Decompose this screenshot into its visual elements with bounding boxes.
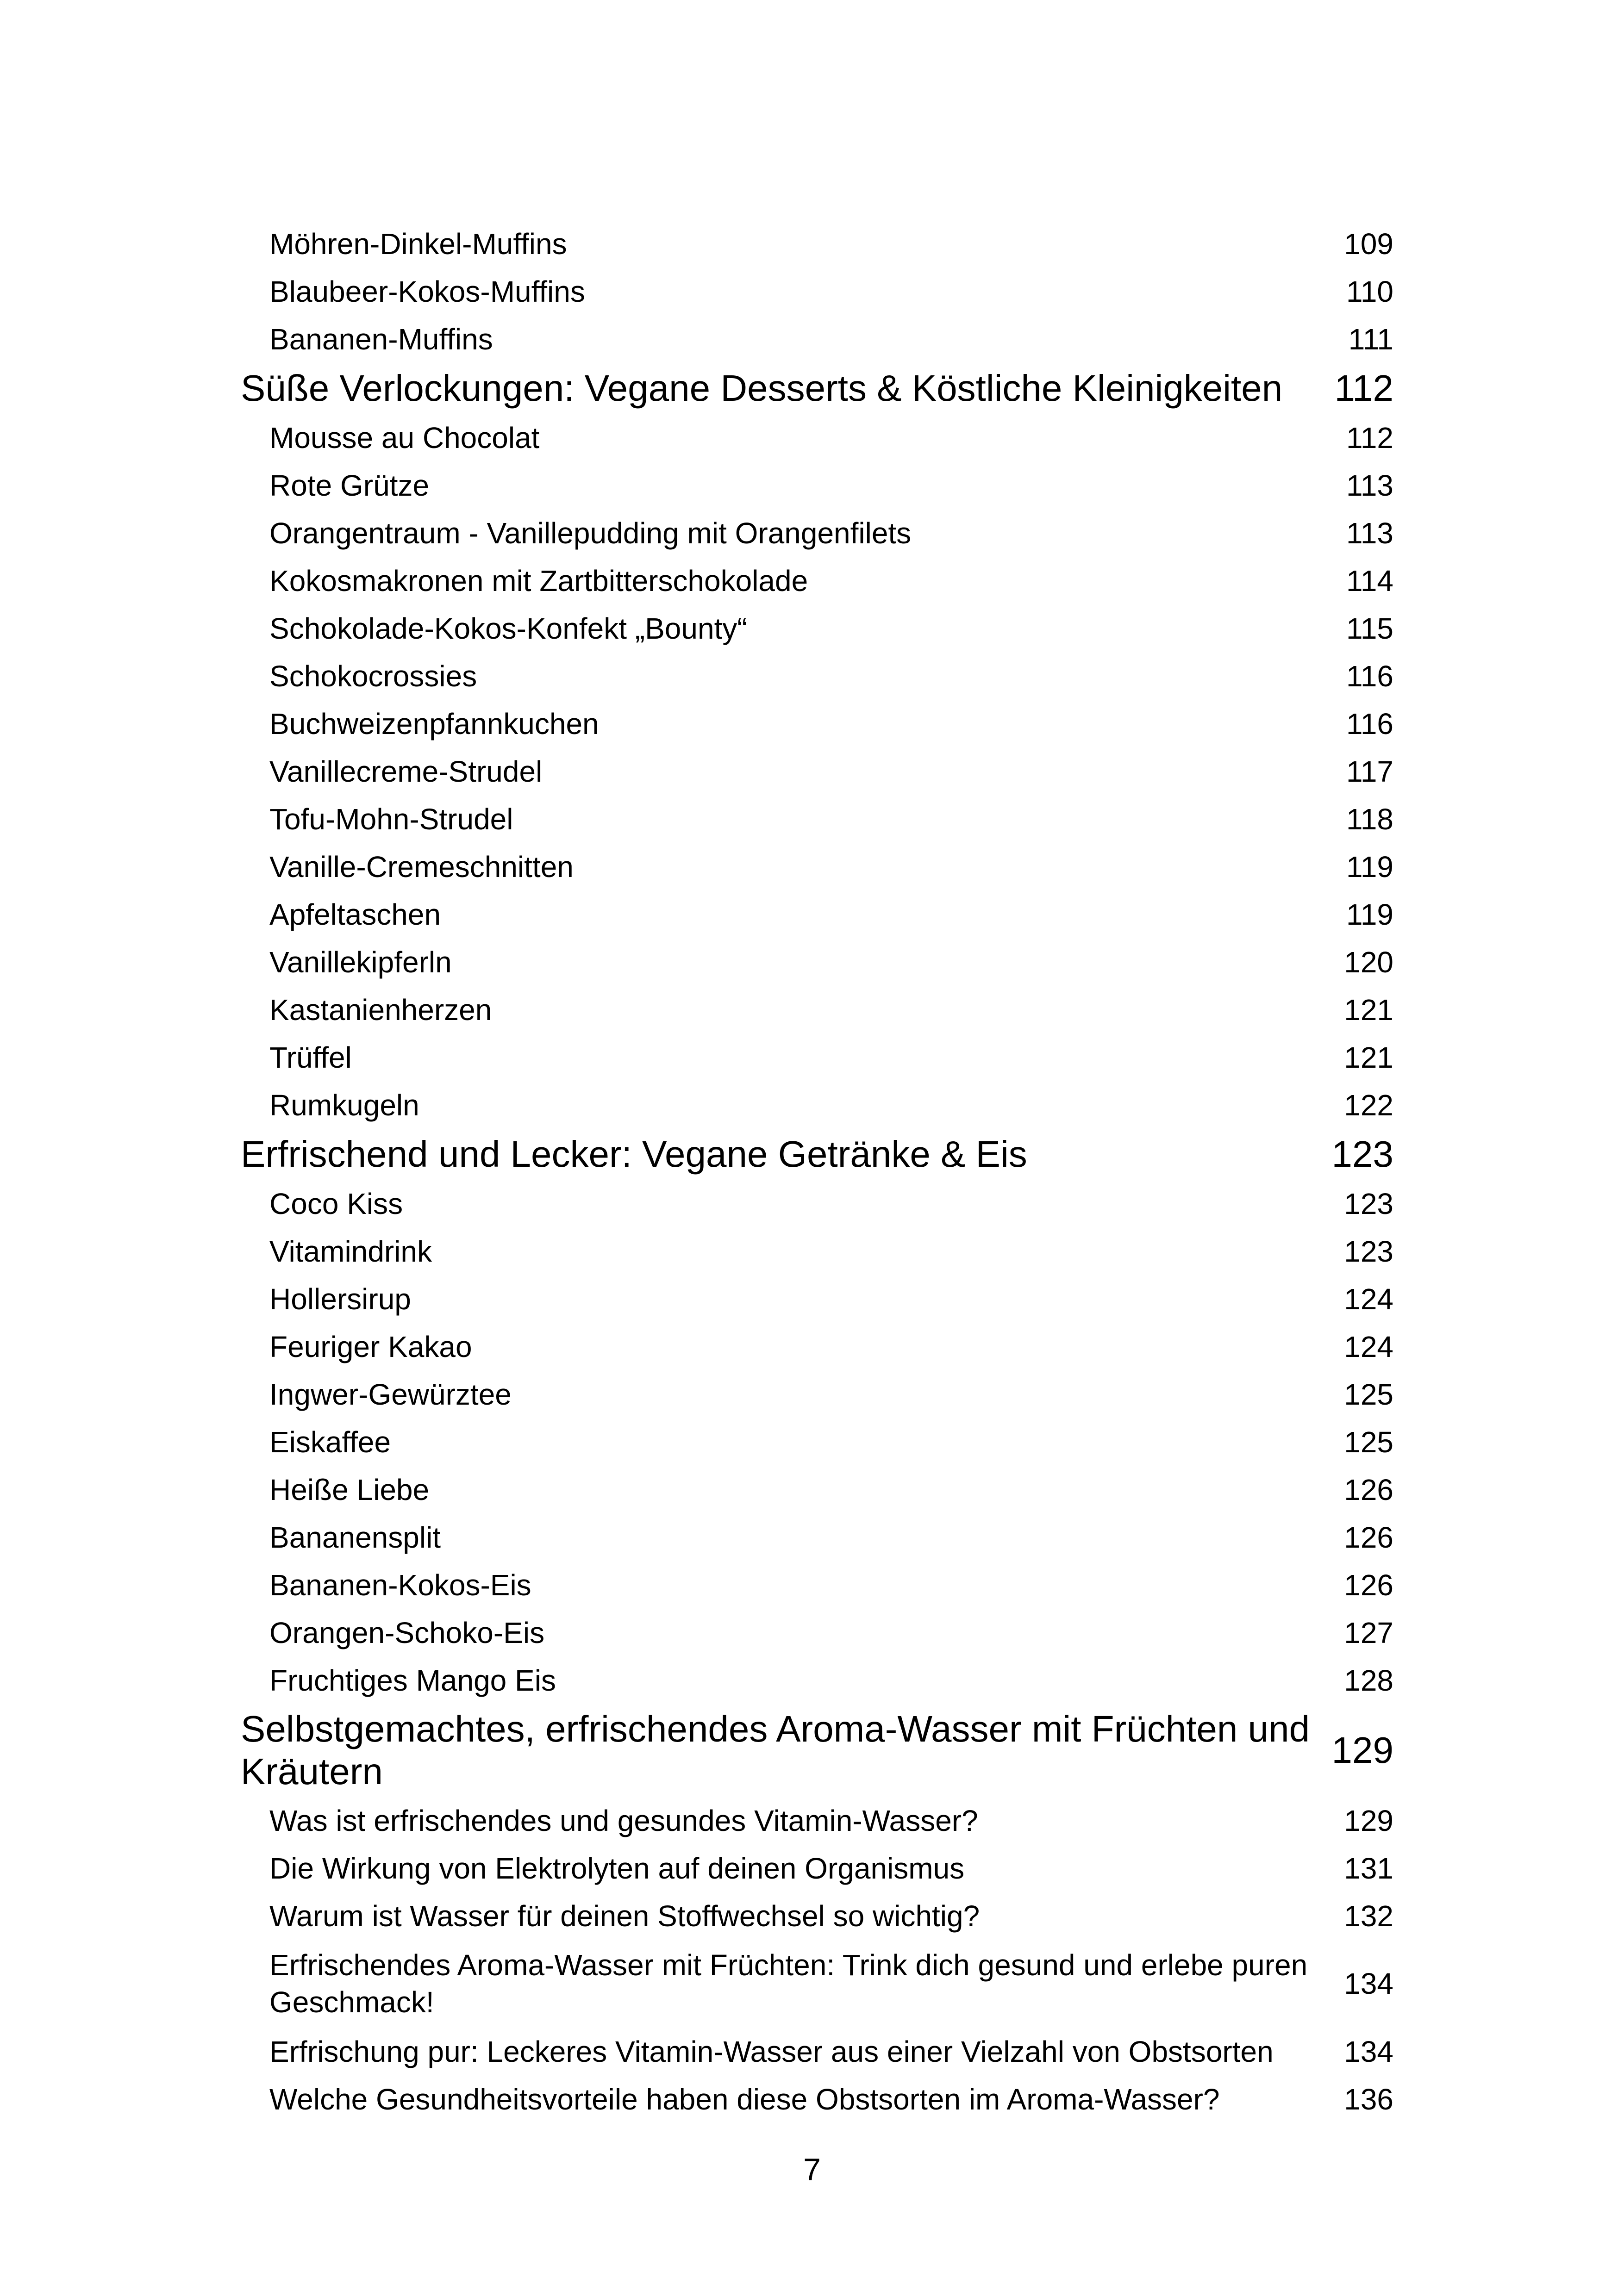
toc-entry-page: 125 [1344,1377,1393,1411]
toc-entry[interactable] [241,2028,1393,2075]
toc-entry[interactable] [241,461,1393,509]
toc-entry-title: Die Wirkung von Elektrolyten auf deinen Organismus [269,1851,965,1885]
toc-entry-page: 118 [1346,802,1393,836]
toc-entry[interactable] [241,1844,1393,1892]
toc-section-entry[interactable] [241,363,1393,414]
toc-entry[interactable] [241,414,1393,461]
toc-entry[interactable] [241,1081,1393,1129]
toc-entry-title: Blaubeer-Kokos-Muffins [269,274,585,308]
toc-entry[interactable] [241,1227,1393,1275]
toc-entry-title: Rumkugeln [269,1088,419,1122]
toc-entry-title: Feuriger Kakao [269,1330,472,1363]
toc-entry-page: 128 [1344,1663,1393,1697]
toc-entry[interactable] [241,268,1393,315]
toc-entry-title: Orangen-Schoko-Eis [269,1616,545,1649]
toc-entry-page: 129 [1331,1730,1393,1771]
toc-entry-page: 124 [1344,1330,1393,1363]
toc-entry-page: 126 [1344,1473,1393,1506]
toc-entry-title: Vanillecreme-Strudel [269,754,543,788]
toc-entry-title: Heiße Liebe [269,1473,430,1506]
toc-entry[interactable] [241,1513,1393,1561]
toc-entry-page: 121 [1344,1040,1393,1074]
toc-entry[interactable] [241,1275,1393,1323]
toc-entry[interactable] [241,1370,1393,1418]
toc-entry-page: 109 [1344,227,1393,261]
toc-entry-page: 123 [1344,1187,1393,1220]
toc-entry-title: Süße Verlockungen: Vegane Desserts & Köstliche Kleinigkeiten [241,367,1283,409]
toc-entry[interactable] [241,1033,1393,1081]
toc-entry-page: 112 [1334,367,1393,409]
toc-entry-page: 131 [1344,1851,1393,1885]
toc-entry[interactable] [241,2075,1393,2123]
toc-entry-page: 111 [1348,322,1393,356]
toc-entry-title: Erfrischendes Aroma-Wasser mit Früchten: Trink dich gesund und erlebe puren Geschmack! [269,1948,1308,2019]
toc-entry-page: 112 [1346,421,1393,454]
toc-entry[interactable] [241,747,1393,795]
toc-entry-title: Schokocrossies [269,659,477,693]
toc-entry-page: 114 [1346,564,1393,597]
toc-entry-title: Bananen-Muffins [269,322,493,356]
toc-entry-title: Warum ist Wasser für deinen Stoffwechsel so wichtig? [269,1899,980,1933]
toc-entry-page: 115 [1346,611,1393,645]
toc-entry-page: 123 [1331,1133,1393,1175]
toc-entry[interactable] [241,986,1393,1033]
toc-entry-title: Was ist erfrischendes und gesundes Vitamin-Wasser? [269,1804,978,1837]
toc-entry[interactable] [241,1892,1393,1940]
toc-entry[interactable] [241,700,1393,747]
toc-entry-title: Orangentraum - Vanillepudding mit Orangenfilets [269,516,912,550]
toc-entry-page: 129 [1344,1804,1393,1837]
toc-entry-page: 121 [1344,993,1393,1027]
toc-entry[interactable] [241,1656,1393,1704]
toc-entry-page: 119 [1346,897,1393,931]
toc-entry[interactable] [241,652,1393,700]
toc-entry-title: Selbstgemachtes, erfrischendes Aroma-Wasser mit Früchten und Kräutern [241,1708,1310,1792]
toc-entry[interactable] [241,795,1393,843]
toc-entry-title: Erfrischung pur: Leckeres Vitamin-Wasser aus einer Vielzahl von Obstsorten [269,2035,1274,2068]
toc-entry-title: Fruchtiges Mango Eis [269,1663,556,1697]
toc-entry-title: Kastanienherzen [269,993,492,1027]
toc-entry-title: Ingwer-Gewürztee [269,1377,512,1411]
toc-entry-page: 126 [1344,1568,1393,1602]
toc-entry-title: Welche Gesundheitsvorteile haben diese Obstsorten im Aroma-Wasser? [269,2082,1220,2116]
toc-entry[interactable] [241,315,1393,363]
toc-entry-page: 124 [1344,1282,1393,1316]
toc-entry-title: Kokosmakronen mit Zartbitterschokolade [269,564,808,597]
toc-entry-page: 120 [1344,945,1393,979]
toc-entry[interactable] [241,1797,1393,1844]
toc-entry-title: Schokolade-Kokos-Konfekt „Bounty“ [269,611,747,645]
toc-entry-page: 116 [1346,707,1393,740]
toc-entry-page: 125 [1344,1425,1393,1459]
toc-entry-page: 119 [1346,850,1393,884]
toc-entry-page: 132 [1344,1899,1393,1933]
toc-entry[interactable] [241,1418,1393,1466]
toc-entry-page: 113 [1346,516,1393,550]
toc-entry-title: Eiskaffee [269,1425,391,1459]
toc-section-entry[interactable] [241,1704,1393,1797]
toc-entry-page: 134 [1344,2035,1393,2068]
toc-entry-page: 113 [1346,468,1393,502]
toc-entry[interactable] [241,1466,1393,1513]
toc-entry-title: Buchweizenpfannkuchen [269,707,599,740]
toc-entry[interactable] [241,938,1393,986]
toc-entry-page: 126 [1344,1520,1393,1554]
toc-entry-title: Erfrischend und Lecker: Vegane Getränke & Eis [241,1133,1027,1175]
toc-entry-title: Tofu-Mohn-Strudel [269,802,513,836]
toc-entry-title: Bananensplit [269,1520,441,1554]
toc-entry[interactable] [241,1609,1393,1656]
toc-entry-page: 136 [1344,2082,1393,2116]
toc-entry-page: 116 [1346,659,1393,693]
toc-section-entry[interactable] [241,1129,1393,1180]
toc-entry[interactable] [241,1323,1393,1370]
toc-entry[interactable] [241,557,1393,604]
toc-entry[interactable] [241,890,1393,938]
toc-entry-title: Coco Kiss [269,1187,403,1220]
toc-entry-title: Rote Grütze [269,468,430,502]
toc-entry-page: 134 [1344,1967,1393,2000]
toc-entry-page: 127 [1344,1616,1393,1649]
toc-entry-title: Vanillekipferln [269,945,452,979]
toc-entry[interactable] [241,220,1393,268]
toc-entry-page: 122 [1344,1088,1393,1122]
toc-entry[interactable] [241,1940,1393,2028]
page-number: 7 [803,2152,821,2187]
toc-entry[interactable] [241,1561,1393,1609]
toc-entry-title: Bananen-Kokos-Eis [269,1568,531,1602]
toc-entry-title: Möhren-Dinkel-Muffins [269,227,567,261]
toc-entry-title: Mousse au Chocolat [269,421,540,454]
table-of-contents [241,220,1393,2123]
toc-entry-page: 110 [1346,274,1393,308]
toc-entry-title: Trüffel [269,1040,352,1074]
toc-entry[interactable] [241,1180,1393,1227]
toc-entry-title: Vanille-Cremeschnitten [269,850,574,884]
toc-entry-title: Vitamindrink [269,1234,432,1268]
toc-entry[interactable] [241,604,1393,652]
toc-entry-page: 117 [1346,754,1393,788]
toc-entry-title: Hollersirup [269,1282,411,1316]
toc-entry-title: Apfeltaschen [269,897,441,931]
toc-entry[interactable] [241,509,1393,557]
toc-entry[interactable] [241,843,1393,890]
toc-entry-page: 123 [1344,1234,1393,1268]
